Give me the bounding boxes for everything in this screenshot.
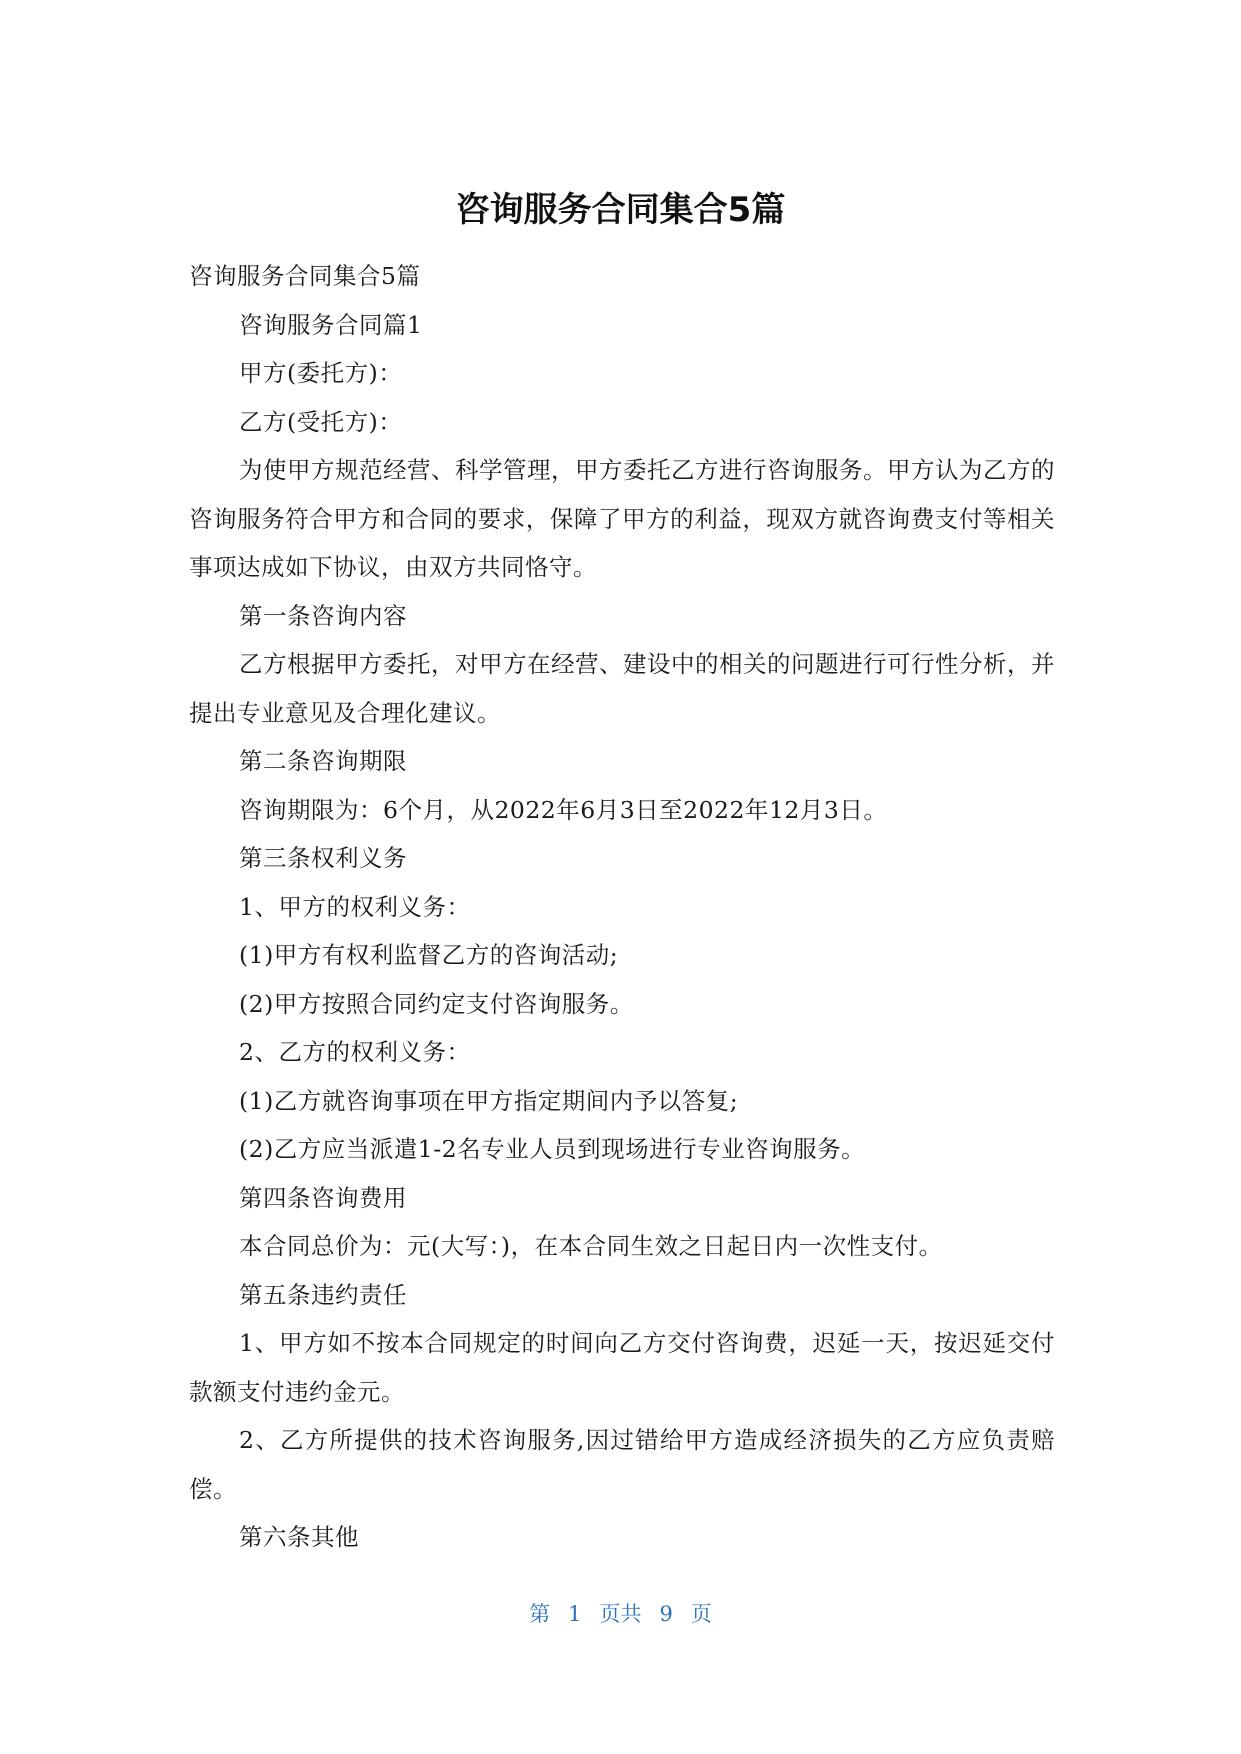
paragraph: (1)乙方就咨询事项在甲方指定期间内予以答复; (239, 1086, 739, 1115)
paragraph: 2、乙方所提供的技术咨询服务,因过错给甲方造成经济损失的乙方应负责赔偿。 (189, 1426, 1055, 1503)
section-heading: 第四条咨询费用 (239, 1183, 407, 1212)
paragraph: 乙方(受托方)： (239, 407, 403, 436)
footer-current-page: 1 (568, 1602, 582, 1626)
paragraph: 咨询期限为：6个月，从2022年6月3日至2022年12月3日。 (239, 795, 888, 824)
section-heading: 第六条其他 (239, 1523, 359, 1551)
paragraph: 2、乙方的权利义务： (239, 1038, 471, 1066)
paragraph: 本合同总价为：元(大写：)，在本合同生效之日起日内一次性支付。 (239, 1232, 943, 1260)
paragraph: 1、甲方如不按本合同规定的时间向乙方交付咨询费，迟延一天，按迟延交付款额支付违约金元。 (189, 1329, 1055, 1406)
section-heading: 第三条权利义务 (239, 844, 407, 872)
page-footer (0, 1598, 1241, 1628)
paragraph: 乙方根据甲方委托，对甲方在经营、建设中的相关的问题进行可行性分析，并提出专业意见及合理化建议。 (189, 650, 1055, 727)
section-heading: 第二条咨询期限 (239, 747, 407, 775)
paragraph: 甲方(委托方)： (239, 359, 403, 387)
footer-suffix: 页 (690, 1602, 712, 1626)
paragraph: (2)乙方应当派遣1-2名专业人员到现场进行专业咨询服务。 (239, 1135, 866, 1163)
section-heading: 第五条违约责任 (239, 1280, 407, 1309)
document-title: 咨询服务合同集合5篇 (455, 190, 786, 230)
paragraph: (1)甲方有权利监督乙方的咨询活动; (239, 941, 619, 969)
footer-total-pages: 9 (659, 1602, 673, 1626)
section-heading: 第一条咨询内容 (239, 601, 407, 630)
paragraph: 咨询服务合同篇1 (239, 310, 423, 339)
paragraph: 咨询服务合同集合5篇 (189, 262, 421, 290)
paragraph: 1、甲方的权利义务： (239, 892, 471, 921)
paragraph: (2)甲方按照合同约定支付咨询服务。 (239, 989, 634, 1018)
footer-prefix: 第 (529, 1602, 551, 1626)
document-body (189, 252, 1055, 1562)
footer-middle: 页共 (599, 1602, 642, 1626)
paragraph: 为使甲方规范经营、科学管理，甲方委托乙方进行咨询服务。甲方认为乙方的咨询服务符合甲方和合同的要求，保障了甲方的利益，现双方就咨询费支付等相关事项达成如下协议，由双方共同恪守。 (189, 456, 1055, 581)
